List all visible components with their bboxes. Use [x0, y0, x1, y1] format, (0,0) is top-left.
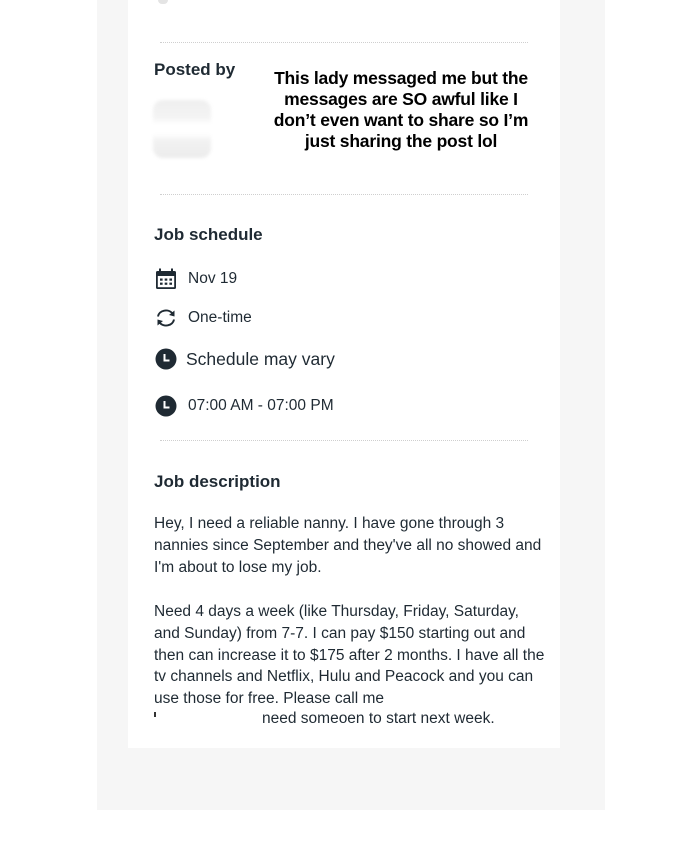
section-divider — [160, 440, 528, 441]
redacted-poster-avatar — [153, 100, 211, 158]
job-description-tail: need someoen to start next week. — [262, 710, 495, 727]
schedule-date: Nov 19 — [188, 270, 238, 287]
schedule-note: Schedule may vary — [186, 348, 335, 369]
calendar-icon — [154, 267, 178, 291]
section-divider — [160, 194, 528, 195]
job-description-paragraph-2: Need 4 days a week (like Thursday, Friday, Saturday, and Sunday) from 7-7. I can pay $150 starting out and then can increase it to $175 after 2 months. I have all the tv channels and Netflix, Hulu and Peacock and you can use those for free. Please call me — [154, 603, 545, 708]
job-description-tail-line — [154, 710, 546, 732]
schedule-frequency: One-time — [188, 309, 252, 326]
refresh-icon — [154, 306, 178, 330]
schedule-time-range: 07:00 AM - 07:00 PM — [188, 397, 334, 414]
job-schedule-title: Job schedule — [154, 225, 263, 244]
redacted-phone-fragment — [154, 712, 156, 717]
schedule-time-row — [154, 394, 334, 418]
section-divider — [160, 42, 528, 43]
job-description-paragraph-1: Hey, I need a reliable nanny. I have gone through 3 nannies since September and they've all no showed and I'm about to lose my job. — [154, 515, 542, 576]
schedule-note-row — [154, 347, 335, 371]
clock-icon — [154, 394, 178, 418]
clock-icon — [154, 347, 178, 371]
schedule-frequency-row — [154, 306, 252, 330]
schedule-date-row — [154, 267, 237, 291]
overlay-caption: This lady messaged me but the messages are SO awful like I don’t even want to share so I’m just sharing the post lol — [273, 68, 529, 151]
job-description-title: Job description — [154, 472, 281, 491]
posted-by-title: Posted by — [154, 60, 236, 79]
